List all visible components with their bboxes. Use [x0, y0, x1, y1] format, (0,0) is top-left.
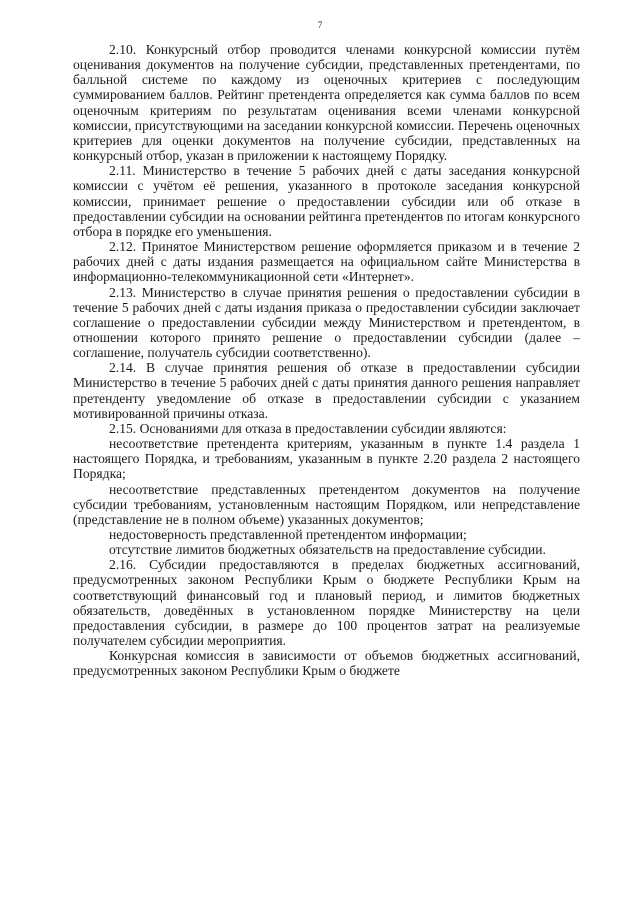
- document-body: [73, 42, 580, 679]
- refusal-ground-4: отсутствие лимитов бюджетных обязательств на предоставление субсидии.: [109, 542, 546, 558]
- paragraph-2-14: 2.14. В случае принятия решения об отказе в предоставлении субсидии Министерство в течение 5 рабочих дней с даты принятия данного решения направляет претенденту уведомление об отказе в предоставлении субсидии с указанием мотивированной причины отказа.: [73, 360, 580, 421]
- refusal-ground-3: недостоверность представленной претендентом информации;: [109, 527, 467, 542]
- paragraph-2-16: 2.16. Субсидии предоставляются в пределах бюджетных ассигнований, предусмотренных законом Республики Крым о бюджете Республики Крым на соответствующий финансовый год и плановый период, и лимитов бюджетных обязательств, доведённых в установленном порядке Министерству на цели предоставления субсидии, в размере до 100 процентов затрат на реализуемые получателем субсидии мероприятия.: [73, 557, 580, 649]
- paragraph-2-12: 2.12. Принятое Министерством решение оформляется приказом и в течение 2 рабочих дней с даты издания размещается на официальном сайте Министерства в информационно-телекоммуникационной сети «Интернет».: [73, 239, 580, 285]
- refusal-ground-2: несоответствие представленных претендентом документов на получение субсидии требованиям, установленным настоящим Порядком, или непредставление (представление не в полном объеме) указанных документов;: [73, 481, 580, 527]
- paragraph-2-13: 2.13. Министерство в случае принятия решения о предоставлении субсидии в течение 5 рабочих дней с даты издания приказа о предоставлении субсидии заключает соглашение о предоставлении субсидии между Министерством и претендентом, в отношении которого принято решение о предоставлении субсидии (далее – соглашение, получатель субсидии соответственно).: [73, 284, 580, 361]
- paragraph-2-15: 2.15. Основаниями для отказа в предоставлении субсидии являются:: [109, 420, 507, 436]
- paragraph-commission-budget: Конкурсная комиссия в зависимости от объемов бюджетных ассигнований, предусмотренных законом Республики Крым о бюджете: [73, 648, 580, 679]
- refusal-ground-1: несоответствие претендента критериям, указанным в пункте 1.4 раздела 1 настоящего Порядка, и требованиям, указанным в пункте 2.20 раздела 2 настоящего Порядка;: [73, 436, 580, 482]
- paragraph-2-11: 2.11. Министерство в течение 5 рабочих дней с даты заседания конкурсной комиссии с учётом её решения, указанного в протоколе заседания конкурсной комиссии, принимает решение о предоставлении субсидии или об отказе в предоставлении субсидии на основании рейтинга претендентов по итогам конкурсного отбора в порядке его уменьшения.: [73, 163, 580, 239]
- page-number: 7: [317, 20, 323, 30]
- paragraph-2-10: 2.10. Конкурсный отбор проводится членами конкурсной комиссии путём оценивания документов на получение субсидии, представленных претендентами, по балльной системе по каждому из оценочных критериев с последующим суммированием баллов. Рейтинг претендента определяется как сумма баллов по всем оценочным критериям по результатам оценивания всеми членами конкурсной комиссии, присутствующими на заседании конкурсной комиссии. Перечень оценочных критериев для оценки документов на получение субсидии, представленных на конкурсный отбор, указан в приложении к настоящему Порядку.: [73, 42, 580, 164]
